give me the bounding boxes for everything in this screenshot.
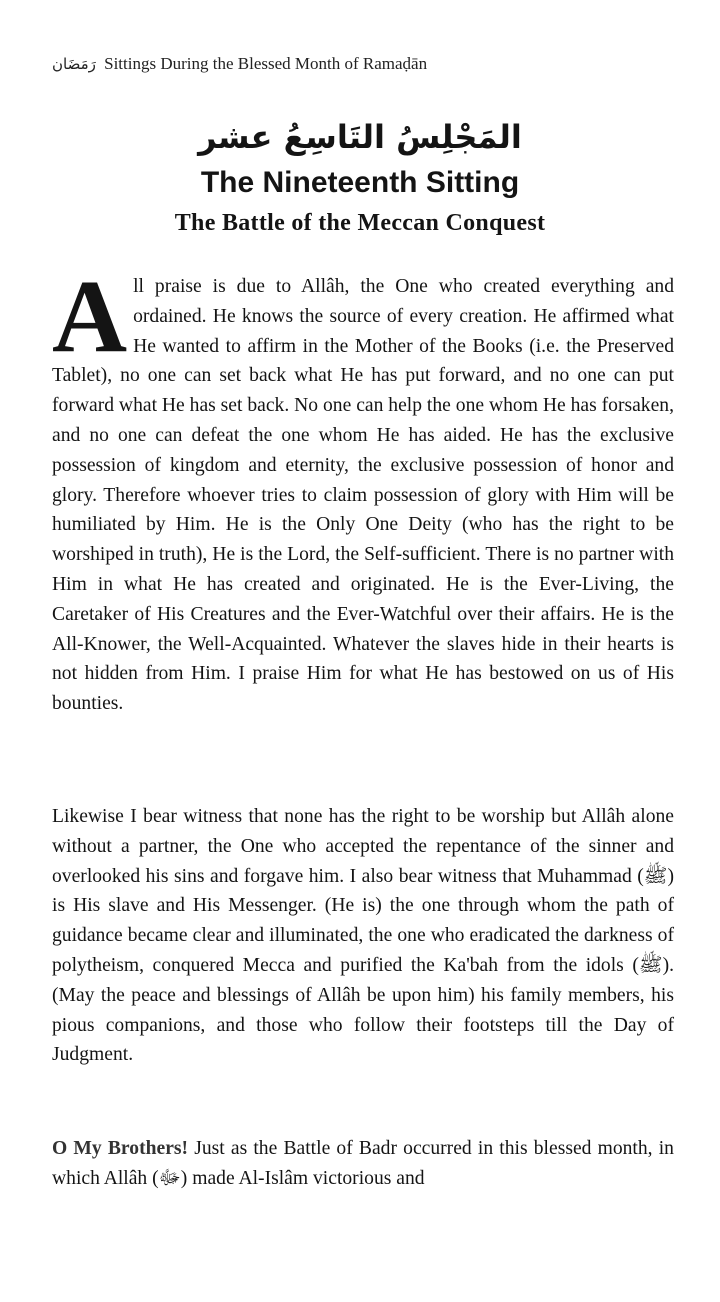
chapter-subtitle: The Battle of the Meccan Conquest [174, 210, 546, 236]
drop-cap: A [52, 259, 128, 374]
running-head [52, 54, 427, 74]
paragraph-brothers-lead: O My Brothers! [52, 1138, 189, 1159]
paragraph-opening [52, 259, 674, 719]
running-head-arabic: رَمَضَان [52, 55, 96, 73]
running-head-title: Sittings During the Blessed Month of Ramaḍān [104, 54, 428, 73]
chapter-arabic-title: المَجْلِسُ التَاسِعُ عشر [198, 118, 522, 156]
paragraph-brothers [52, 1134, 674, 1194]
paragraph-testimony-text: Likewise I bear witness that none has the right to be worship but Allâh alone without a partner, the One who accepted the repentance of the sinner and overlooked his sins and forgave him. I also bear witness that Muhammad (ﷺ) is His slave and His Messenger. (He is) the one through whom the path of guidance became clear and illuminated, the one who eradicated the darkness of polytheism, conquered Mecca and purified the Ka'bah from the idols (ﷺ). (May the peace and blessings of Allâh be upon him) his family members, his pious companions, and those who follow their footsteps till the Day of Judgment. [52, 806, 674, 1066]
paragraph-brothers-text: Just as the Battle of Badr occurred in this blessed month, in which Allâh (ﷻ) made Al-Islâm victorious and [52, 1138, 674, 1189]
chapter-title: The Nineteenth Sitting [200, 166, 520, 199]
paragraph-opening-text: ll praise is due to Allâh, the One who created everything and ordained. He knows the source of every creation. He affirmed what He wanted to affirm in the Mother of the Books (i.e. the Preserved Tablet), no one can set back what He has put forward, and no one can put forward what He has set back. No one can help the one whom He has forsaken, and no one can defeat the one whom He has aided. He has the exclusive possession of kingdom and eternity, the exclusive possession of honor and glory. Therefore whoever tries to claim possession of glory with Him will be humiliated by Him. He is the Only One Deity (who has the right to be worshiped in truth), He is the Lord, the Self-sufficient. There is no partner with Him in what He has created and originated. He is the Ever-Living, the Caretaker of His Creatures and the Ever-Watchful over their affairs. He is the All-Knower, the Well-Acquainted. Whatever the slaves hide in their hearts is not hidden from Him. I praise Him for what He has bestowed on us of His bounties. [52, 276, 674, 715]
paragraph-testimony [52, 802, 674, 1070]
